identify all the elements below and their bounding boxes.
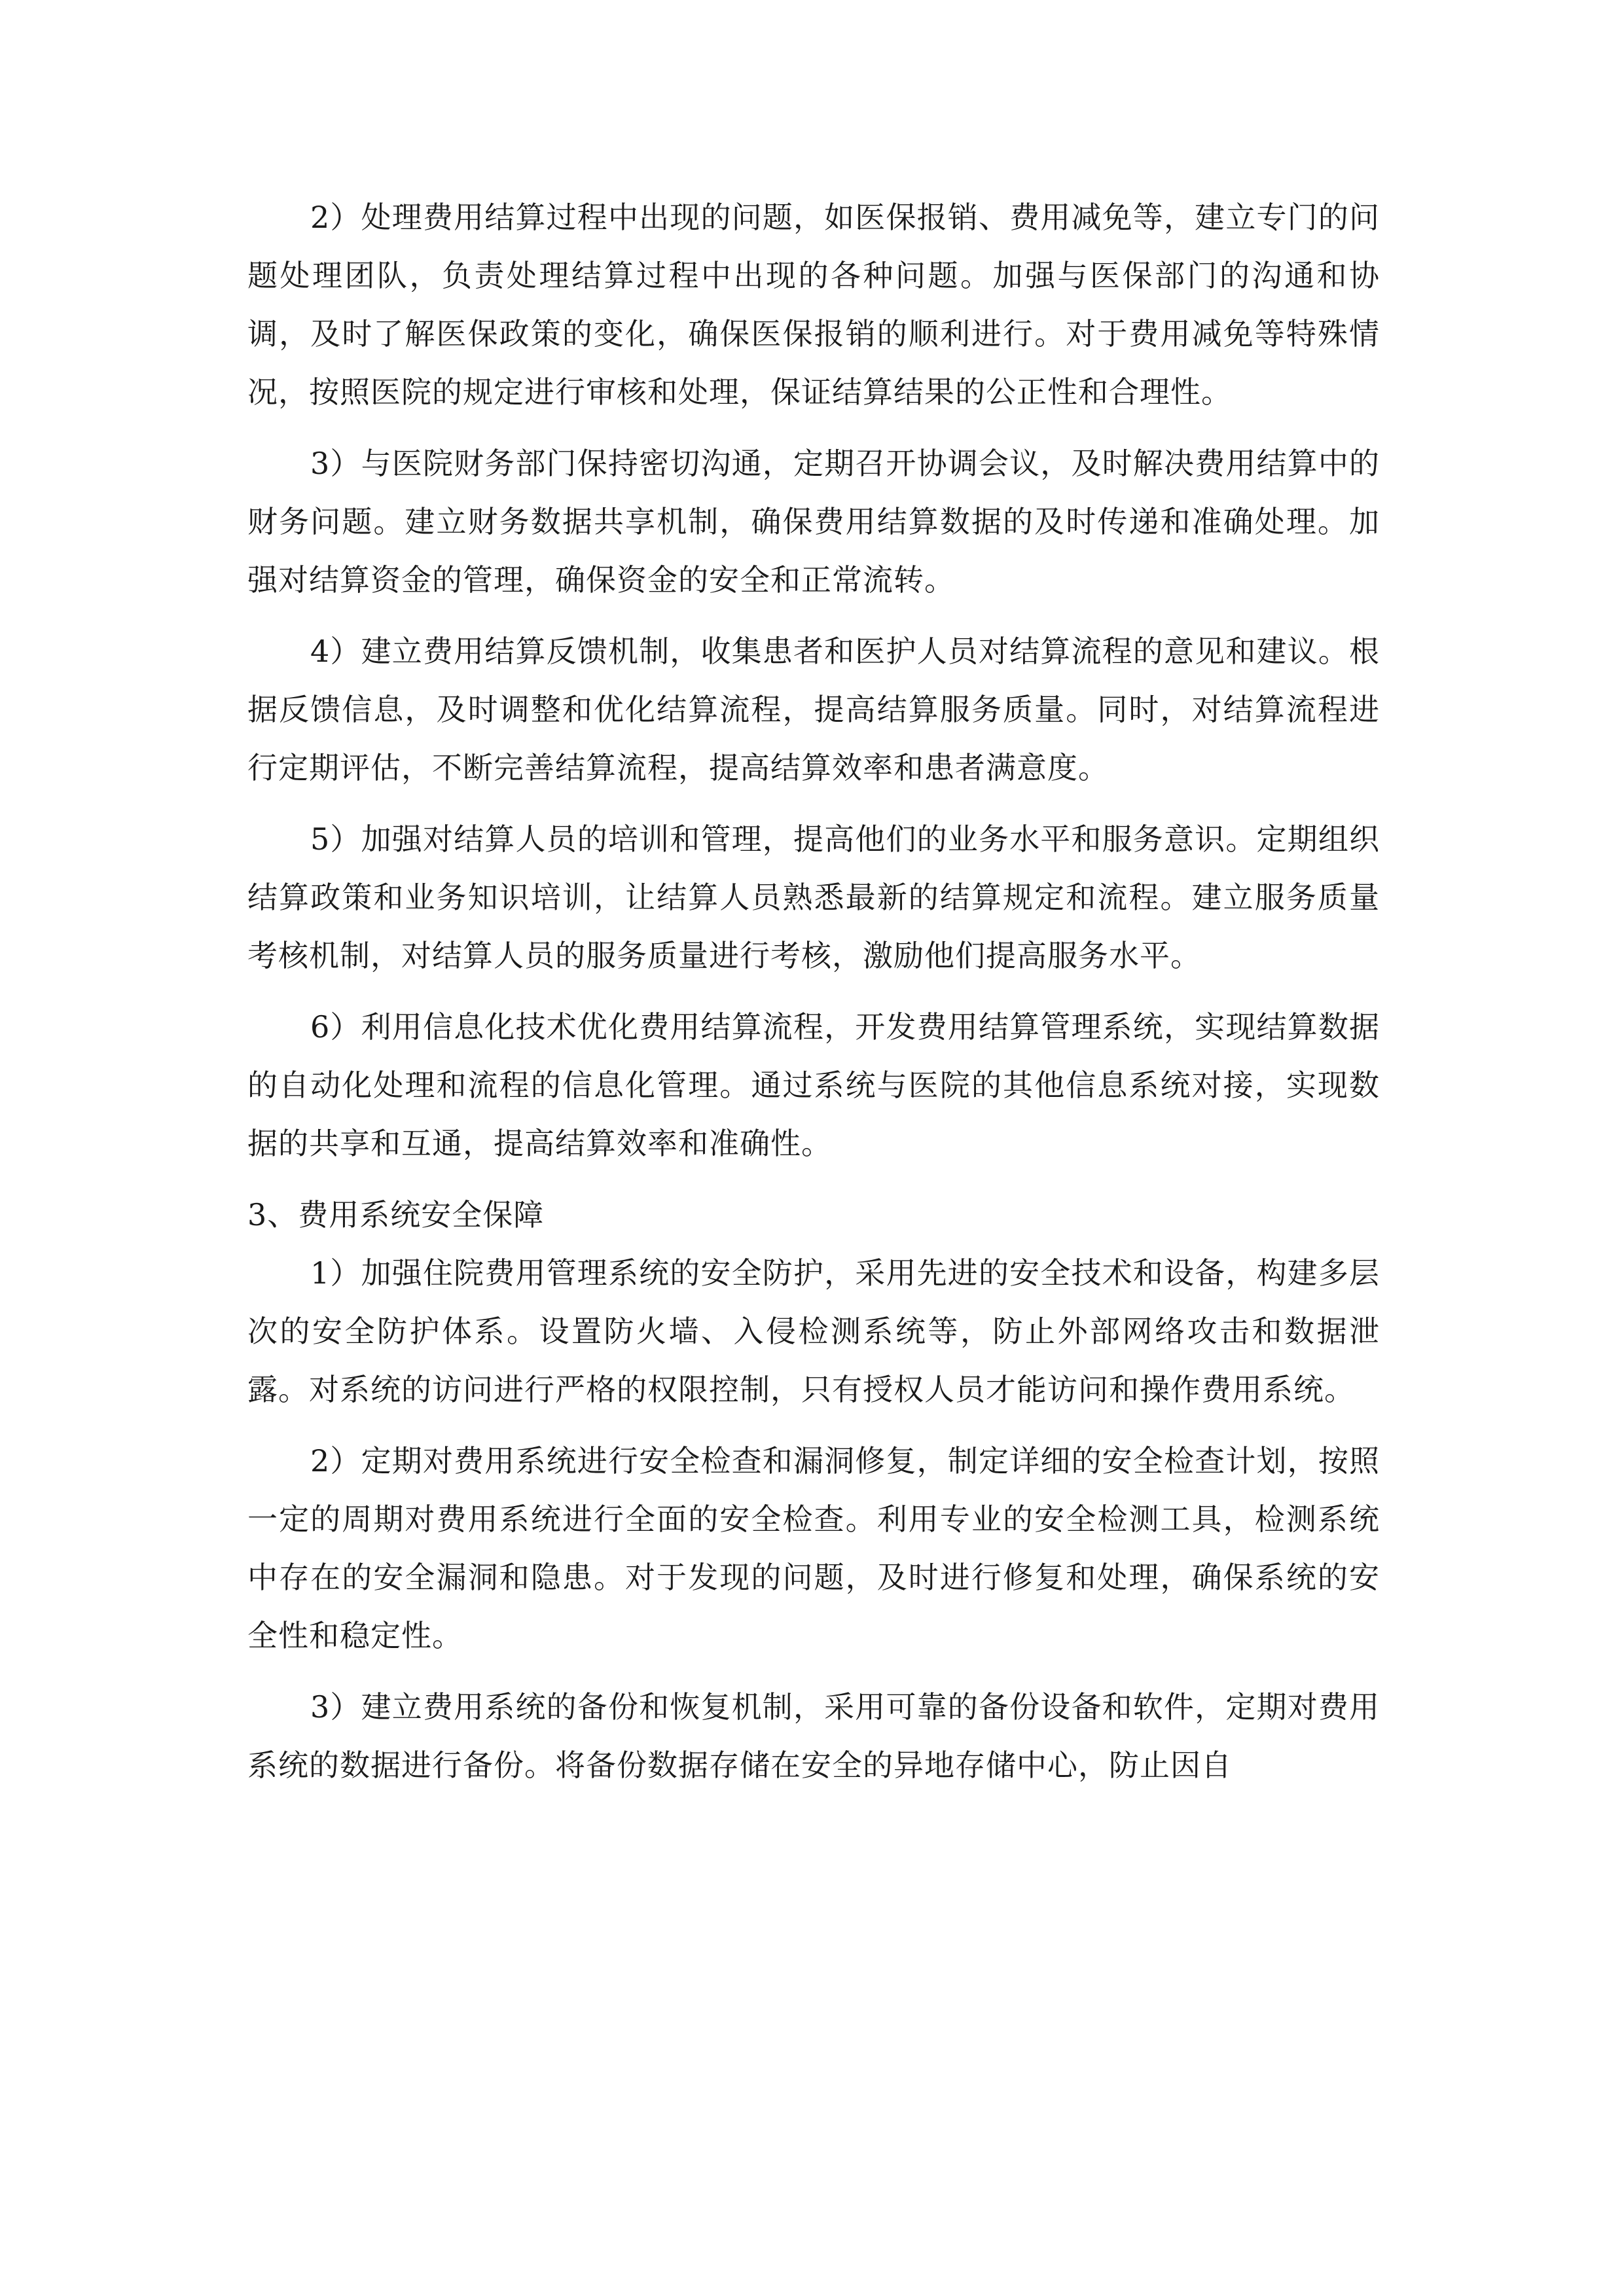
paragraph-staff-training: 5）加强对结算人员的培训和管理，提高他们的业务水平和服务意识。定期组织结算政策和业务知识培训，让结算人员熟悉最新的结算规定和流程。建立服务质量考核机制，对结算人员的服务质量进行考核，激励他们提高服务水平。	[247, 821, 1380, 973]
section-heading-system-security: 3、费用系统安全保障	[247, 1197, 545, 1232]
document-body	[247, 188, 1380, 1808]
paragraph-security-protection: 1）加强住院费用管理系统的安全防护，采用先进的安全技术和设备，构建多层次的安全防护体系。设置防火墙、入侵检测系统等，防止外部网络攻击和数据泄露。对系统的访问进行严格的权限控制，只有授权人员才能访问和操作费用系统。	[247, 1255, 1380, 1407]
paragraph-security-inspection: 2）定期对费用系统进行安全检查和漏洞修复，制定详细的安全检查计划，按照一定的周期对费用系统进行全面的安全检查。利用专业的安全检测工具，检测系统中存在的安全漏洞和隐患。对于发现的问题，及时进行修复和处理，确保系统的安全性和稳定性。	[247, 1443, 1380, 1653]
paragraph-backup-recovery: 3）建立费用系统的备份和恢复机制，采用可靠的备份设备和软件，定期对费用系统的数据进行备份。将备份数据存储在安全的异地存储中心，防止因自	[247, 1689, 1380, 1783]
paragraph-feedback-mechanism: 4）建立费用结算反馈机制，收集患者和医护人员对结算流程的意见和建议。根据反馈信息，及时调整和优化结算流程，提高结算服务质量。同时，对结算流程进行定期评估，不断完善结算流程，提高结算效率和患者满意度。	[247, 634, 1380, 785]
paragraph-finance-communication: 3）与医院财务部门保持密切沟通，定期召开协调会议，及时解决费用结算中的财务问题。建立财务数据共享机制，确保费用结算数据的及时传递和准确处理。加强对结算资金的管理，确保资金的安全和正常流转。	[247, 446, 1380, 598]
paragraph-settlement-problems: 2）处理费用结算过程中出现的问题，如医保报销、费用减免等，建立专门的问题处理团队，负责处理结算过程中出现的各种问题。加强与医保部门的沟通和协调，及时了解医保政策的变化，确保医保报销的顺利进行。对于费用减免等特殊情况，按照医院的规定进行审核和处理，保证结算结果的公正性和合理性。	[247, 200, 1380, 410]
paragraph-informatization: 6）利用信息化技术优化费用结算流程，开发费用结算管理系统，实现结算数据的自动化处理和流程的信息化管理。通过系统与医院的其他信息系统对接，实现数据的共享和互通，提高结算效率和准确性。	[247, 1009, 1380, 1161]
